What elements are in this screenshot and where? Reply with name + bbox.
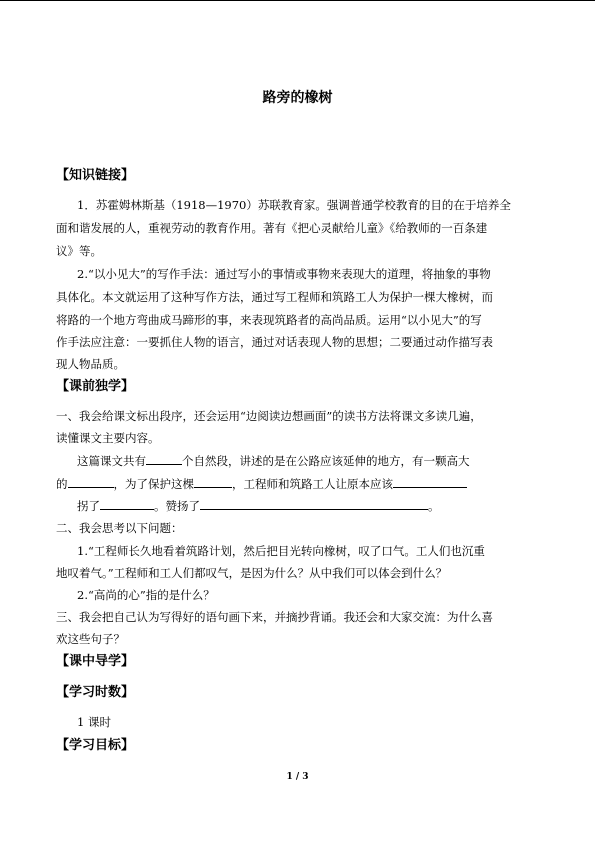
knowledge-p2-line3: 将路的一个地方弯曲成马蹄形的事，来表现筑路者的高尚品质。运用“以小见大”的写 [56,313,482,327]
page-title: 路旁的橡树 [262,90,333,106]
top-rule [0,0,595,1]
blank-turned[interactable] [100,498,154,510]
fill-c-text2: 。赞扬了 [154,499,200,513]
fill-c-text1: 拐了 [77,499,100,513]
blank-original-road[interactable] [393,476,467,488]
fill-c-text3: 。 [428,499,440,513]
knowledge-p1-line1: 1．苏霍姆林斯基（1918—1970）苏联教育家。强调普通学校教育的目的在于培养全 [77,198,511,212]
fill-b-text1: 的 [56,477,68,491]
blank-praised[interactable] [200,498,428,510]
knowledge-p2-line1: 2.“以小见大”的写作手法：通过写小的事情或事物来表现大的道理，将抽象的事物 [77,267,491,281]
pre-q3-line2: 欢这些句子？ [56,632,125,646]
pre-q2-1-line1: 1.“工程师长久地看着筑路计划，然后把目光转向橡树，叹了口气。工人们也沉重 [77,544,485,558]
pre-q2-2: 2.“高尚的心”指的是什么？ [77,588,215,602]
section-pre-class: 【课前独学】 [56,379,135,394]
fill-a-text1: 这篇课文共有 [77,454,146,468]
pre-q1-line2: 读懂课文主要内容。 [56,431,160,445]
fill-line-c [77,498,440,513]
fill-line-b [56,476,467,491]
hours-value: 1 课时 [77,715,111,729]
section-goals: 【学习目标】 [56,738,135,753]
pre-q2-1-line2: 地叹着气。”工程师和工人们都叹气，是因为什么？从中我们可以体会到什么？ [56,566,448,580]
section-hours: 【学习时数】 [56,685,135,700]
fill-b-text3: ，工程师和筑路工人让原本应该 [232,477,393,491]
blank-protect[interactable] [194,476,232,488]
blank-paragraph-count[interactable] [146,453,182,465]
section-knowledge-link: 【知识链接】 [56,168,135,183]
fill-a-text2: 个自然段，讲述的是在公路应该延伸的地方，有一颗高大 [182,454,470,468]
pre-q3-line1: 三、我会把自己认为写得好的语句画下来，并摘抄背诵。我还会和大家交流：为什么喜 [56,610,493,624]
fill-line-a [77,453,470,468]
page-number: 1 / 3 [286,772,309,782]
section-in-class: 【课中导学】 [56,654,135,669]
blank-tree[interactable] [68,476,114,488]
knowledge-p1-line2: 面和谐发展的人，重视劳动的教育作用。著有《把心灵献给儿童》《给教师的一百条建 [56,221,488,235]
knowledge-p2-line2: 具体化。本文就运用了这种写作方法，通过写工程师和筑路工人为保护一棵大橡树，而 [56,290,493,304]
knowledge-p2-line4: 作手法应注意：一要抓住人物的语言，通过对话表现人物的思想；二要通过动作描写表 [56,335,493,349]
pre-q2: 二、我会思考以下问题： [56,521,183,535]
knowledge-p1-line3: 议》等。 [56,244,102,258]
pre-q1-line1: 一、我会给课文标出段序，还会运用“边阅读边想画面”的读书方法将课文多读几遍， [56,409,482,423]
fill-b-text2: ，为了保护这棵 [113,477,194,491]
knowledge-p2-line5: 现人物品质。 [56,357,125,371]
